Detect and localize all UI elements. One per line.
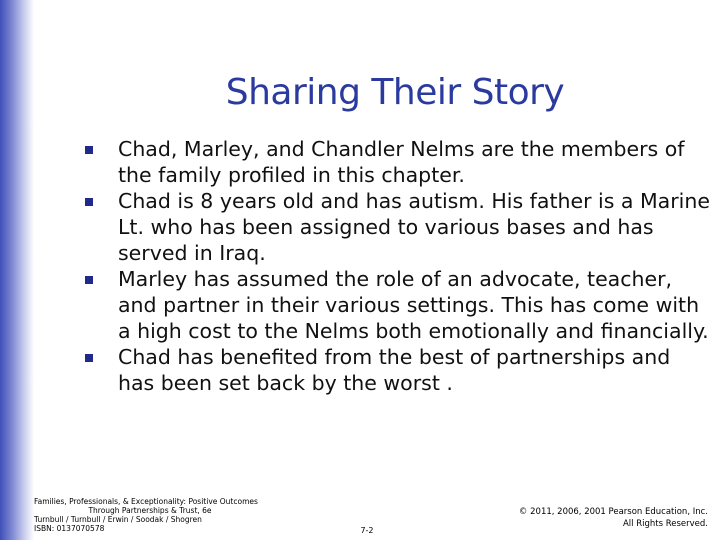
copyright-notice bbox=[519, 506, 708, 530]
book-subtitle-line: Through Partnerships & Trust, 6e bbox=[88, 506, 212, 515]
bullet-item bbox=[82, 188, 710, 266]
book-isbn: ISBN: 0137070578 bbox=[34, 524, 105, 533]
page-number: 7-2 bbox=[360, 526, 374, 535]
book-title-line: Families, Professionals, & Exceptionality: Positive Outcomes bbox=[34, 497, 258, 506]
bullet-list bbox=[82, 136, 710, 396]
bullet-text: Chad, Marley, and Chandler Nelms are the members of the family profiled in this chapter. bbox=[118, 137, 685, 187]
square-bullet-icon bbox=[85, 198, 93, 206]
slide-title: Sharing Their Story bbox=[225, 72, 565, 113]
bullet-text: Chad has benefited from the best of partnerships and has been set back by the worst . bbox=[118, 345, 671, 395]
copyright-line: © 2011, 2006, 2001 Pearson Education, Inc. bbox=[518, 507, 708, 517]
bullet-text: Chad is 8 years old and has autism. His father is a Marine Lt. who has been assigned to various bases and has served in Iraq. bbox=[118, 189, 710, 265]
bullet-item bbox=[82, 266, 710, 344]
book-citation bbox=[34, 497, 266, 533]
rights-line: All Rights Reserved. bbox=[622, 519, 708, 529]
bullet-text: Marley has assumed the role of an advocate, teacher, and partner in their various settings. This has come with a high cost to the Nelms both emotionally and financially. bbox=[118, 267, 709, 343]
square-bullet-icon bbox=[85, 354, 93, 362]
square-bullet-icon bbox=[85, 276, 93, 284]
bullet-item bbox=[82, 344, 710, 396]
square-bullet-icon bbox=[85, 146, 93, 154]
bullet-item bbox=[82, 136, 710, 188]
book-authors: Turnbull / Turnbull / Erwin / Soodak / Shogren bbox=[34, 515, 202, 524]
